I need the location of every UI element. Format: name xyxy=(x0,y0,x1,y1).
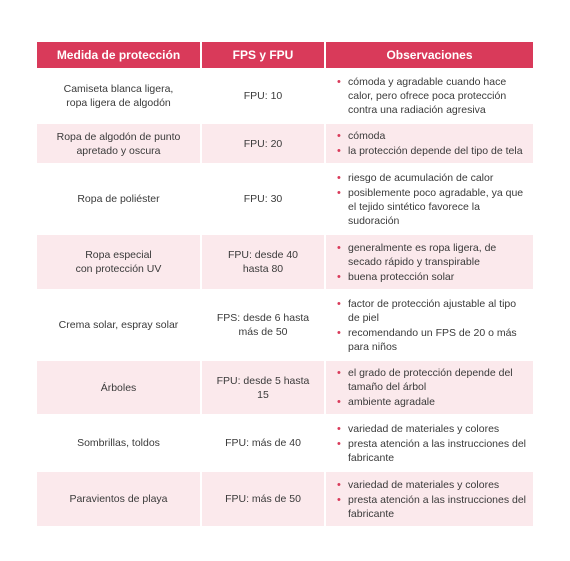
observation-list xyxy=(336,297,527,354)
observation-item: • variedad de materiales y colores xyxy=(336,422,527,436)
observation-item: • recomendando un FPS de 20 o más para niños xyxy=(336,326,527,354)
observation-list xyxy=(336,422,527,465)
observation-item: • posiblemente poco agradable, ya que el tejido sintético favorece la sudoración xyxy=(336,186,527,228)
cell-observations xyxy=(326,163,533,233)
observation-item: • generalmente es ropa ligera, de secado rápido y transpirable xyxy=(336,241,527,269)
table-header xyxy=(37,42,533,68)
observation-list xyxy=(336,478,527,521)
table-row xyxy=(37,122,533,163)
cell-measure: Camiseta blanca ligera, ropa ligera de algodón xyxy=(37,68,202,122)
cell-fps-fpu: FPU: 30 xyxy=(202,163,326,233)
observation-list xyxy=(336,171,527,228)
cell-observations xyxy=(326,414,533,470)
header-fps-fpu: FPS y FPU xyxy=(202,42,326,68)
table-row xyxy=(37,163,533,233)
header-observations: Observaciones xyxy=(326,42,533,68)
header-measure: Medida de protección xyxy=(37,42,202,68)
protection-table xyxy=(37,42,533,526)
table-row xyxy=(37,68,533,122)
cell-measure: Ropa de poliéster xyxy=(37,163,202,233)
cell-observations xyxy=(326,359,533,414)
cell-measure: Sombrillas, toldos xyxy=(37,414,202,470)
table-row xyxy=(37,359,533,414)
cell-measure: Paravientos de playa xyxy=(37,470,202,526)
observation-item: • riesgo de acumulación de calor xyxy=(336,171,527,185)
observation-list xyxy=(336,129,527,158)
table-row xyxy=(37,470,533,526)
table-row xyxy=(37,414,533,470)
protection-table-container xyxy=(37,42,533,526)
observation-item: • variedad de materiales y colores xyxy=(336,478,527,492)
cell-observations xyxy=(326,233,533,289)
cell-fps-fpu: FPU: desde 40 hasta 80 xyxy=(202,233,326,289)
cell-measure: Crema solar, espray solar xyxy=(37,289,202,359)
cell-observations xyxy=(326,289,533,359)
observation-list xyxy=(336,75,527,117)
observation-item: • factor de protección ajustable al tipo de piel xyxy=(336,297,527,325)
table-row xyxy=(37,289,533,359)
cell-fps-fpu: FPU: 10 xyxy=(202,68,326,122)
table-body xyxy=(37,68,533,526)
table-row xyxy=(37,233,533,289)
observation-item: • presta atención a las instrucciones del fabricante xyxy=(336,437,527,465)
observation-item: • ambiente agradale xyxy=(336,395,527,409)
observation-item: • el grado de protección depende del tamaño del árbol xyxy=(336,366,527,394)
observation-list xyxy=(336,366,527,409)
observation-item: • cómoda y agradable cuando hace calor, pero ofrece poca protección contra una radiación agresiva xyxy=(336,75,527,117)
cell-fps-fpu: FPU: 20 xyxy=(202,122,326,163)
observation-item: • cómoda xyxy=(336,129,527,143)
cell-fps-fpu: FPU: más de 50 xyxy=(202,470,326,526)
observation-item: • presta atención a las instrucciones del fabricante xyxy=(336,493,527,521)
header-row xyxy=(37,42,533,68)
observation-list xyxy=(336,241,527,284)
observation-item: • buena protección solar xyxy=(336,270,527,284)
cell-measure: Árboles xyxy=(37,359,202,414)
cell-measure: Ropa especial con protección UV xyxy=(37,233,202,289)
cell-fps-fpu: FPU: desde 5 hasta 15 xyxy=(202,359,326,414)
cell-observations xyxy=(326,122,533,163)
cell-fps-fpu: FPS: desde 6 hasta más de 50 xyxy=(202,289,326,359)
cell-observations xyxy=(326,470,533,526)
cell-measure: Ropa de algodón de punto apretado y oscura xyxy=(37,122,202,163)
observation-item: • la protección depende del tipo de tela xyxy=(336,144,527,158)
cell-observations xyxy=(326,68,533,122)
cell-fps-fpu: FPU: más de 40 xyxy=(202,414,326,470)
